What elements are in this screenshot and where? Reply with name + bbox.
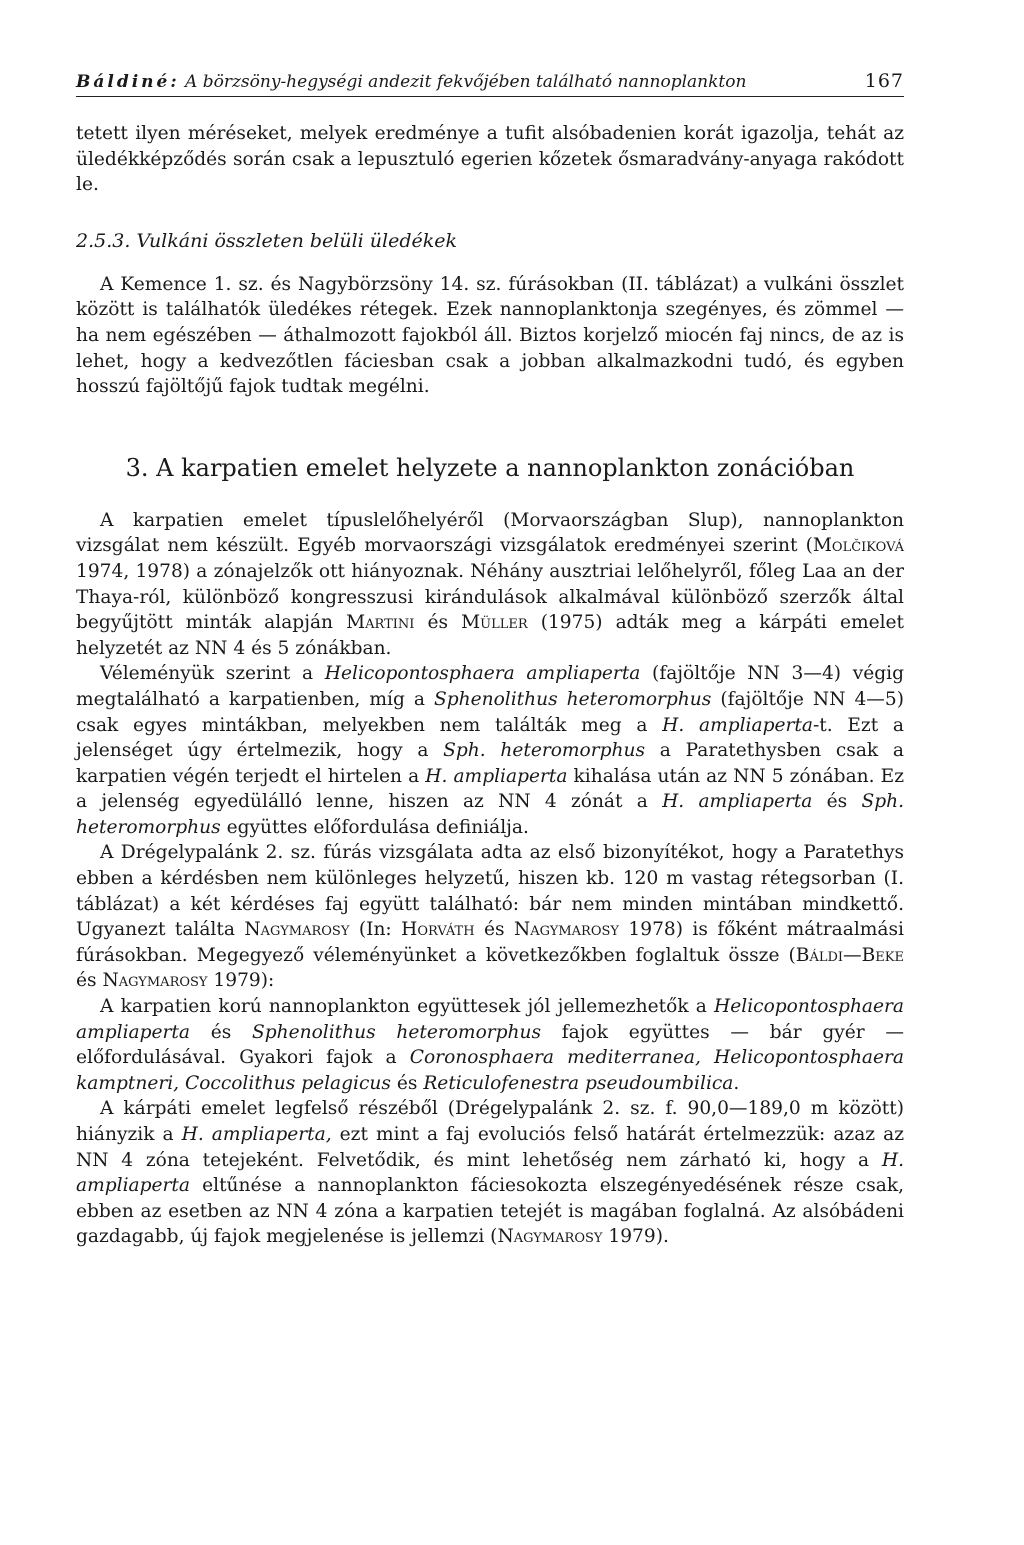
paragraph-3: A Drégelypalánk 2. sz. fúrás vizsgálata adta az első bizonyítékot, hogy a Paratethys ebben a kérdésben nem különleges helyzetű, hiszen kb. 120 m vastag rétegsorban (I. táblázat) a két kérdéses faj együtt található: bár nem minden mintában mindkettő. Ugyanezt találta Nagymarosy (In: Horváth és Nagymarosy 1978) is főként mátraalmási fúrásokban. Megegyező véleményünket a következőkben foglaltuk össze (Báldi—Beke és Nagymarosy 1979): [76, 842, 904, 992]
page-number: 167 [864, 70, 904, 92]
header-author: Báldiné: [76, 72, 180, 92]
paragraph-2: Véleményük szerint a Helicopontosphaera ampliaperta (fajöltője NN 3—4) végig megtalálható a karpatienben, míg a Sphenolithus heteromorphus (fajöltője NN 4—5) csak egyes mintákban, melyekben nem találták meg a H. ampliaperta-t. Ezt a jelenséget úgy értelmezik, hogy a Sph. heteromorphus a Paratethysben csak a karpatien végén terjedt el hirtelen a H. ampliaperta kihalása után az NN 5 zónában. Ez a jelenség egyedülálló lenne, hiszen az NN 4 zónát a H. ampliaperta és Sph. heteromorphus együttes előfordulása definiálja. [76, 663, 904, 838]
subsection-heading [76, 230, 904, 252]
paragraph-5: A kárpáti emelet legfelső részéből (Drégelypalánk 2. sz. f. 90,0—189,0 m között) hiányzik a H. ampliaperta, ezt mint a faj evoluciós felső határát értelmezzük: azaz az NN 4 zóna tetejeként. Felvetődik, és mint lehetőség nem zárható ki, hogy a H. ampliaperta eltűnése a nannoplankton fáciesokozta elszegényedésének része csak, ebben az esetben az NN 4 zóna a karpatien tetejét is magában foglalná. Az alsóbádeni gazdagabb, új fajok megjelenése is jellemzi (Nagymarosy 1979). [76, 1098, 904, 1248]
intro-paragraph: tetett ilyen méréseket, melyek eredménye a tufit alsóbadenien korát igazolja, tehát az üledékképződés során csak a lepusztuló egerien kőzetek ősmaradvány-anyaga rakódott le. [76, 123, 904, 196]
subsection-title: Vulkáni összleten belüli üledékek [136, 229, 458, 252]
paragraph-1: A karpatien emelet típuslelőhelyéről (Morvaországban Slup), nannoplankton vizsgálat nem készült. Egyéb morvaországi vizsgálatok eredményei szerint (Molčiková 1974, 1978) a zónajelzők ott hiányoznak. Néhány ausztriai lelőhelyről, főleg Laa an der Thaya-ról, különböző kongresszusi kirándulások alkalmával különböző szerzők által begyűjtött minták alapján Martini és Müller (1975) adták meg a kárpáti emelet helyzetét az NN 4 és 5 zónákban. [76, 509, 905, 659]
subsection-number: 2.5.3. [76, 229, 131, 252]
header-text [76, 72, 746, 92]
section-heading: 3. A karpatien emelet helyzete a nannoplankton zonációban [125, 453, 855, 482]
header-title: A börzsöny-hegységi andezit fekvőjében található nannoplankton [185, 72, 747, 92]
running-header [76, 70, 904, 97]
page [76, 70, 904, 1250]
subsection-paragraph: A Kemence 1. sz. és Nagybörzsöny 14. sz. fúrásokban (II. táblázat) a vulkáni összlet között is találhatók üledékes rétegek. Ezek nannoplanktonja szegényes, és zömmel — ha nem egészében — áthalmozott fajokból áll. Biztos korjelző miocén faj nincs, de az is lehet, hogy a kedvezőtlen fáciesban csak a jobban alkalmazkodni tudó, és egyben hosszú fajöltőjű fajok tudtak megélni. [76, 273, 904, 398]
paragraph-4: A karpatien korú nannoplankton együttesek jól jellemezhetők a Helicopontosphaera ampliaperta és Sphenolithus heteromorphus fajok együttes — bár gyér — előfordulásával. Gyakori fajok a Coronosphaera mediterranea, Helicopontosphaera kamptneri, Coccolithus pelagicus és Reticulofenestra pseudoumbilica. [76, 996, 904, 1094]
